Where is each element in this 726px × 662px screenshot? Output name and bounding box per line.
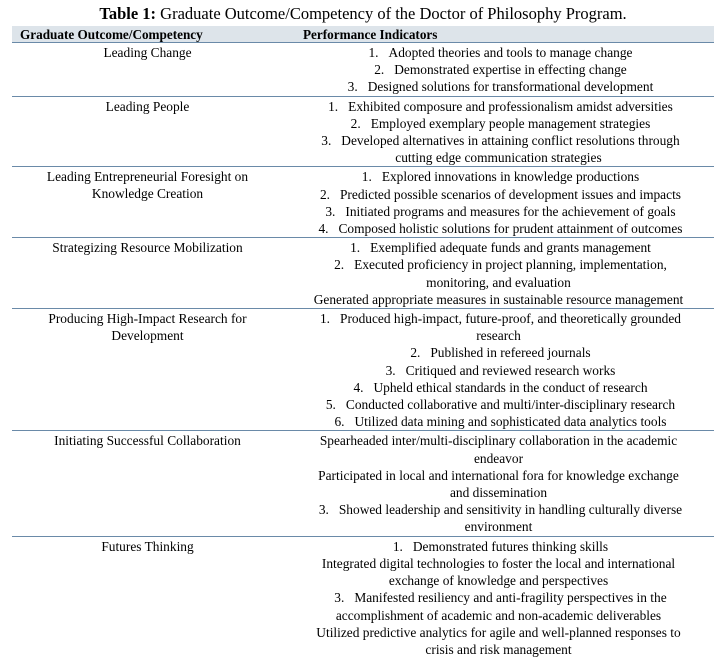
indicator-text: Upheld ethical standards in the conduct of research xyxy=(373,379,648,395)
indicator-number: 2. xyxy=(319,186,330,202)
indicator-text: Predicted possible scenarios of development issues and impacts xyxy=(339,186,681,202)
indicator-number: 3. xyxy=(318,502,329,518)
indicator-number: 3. xyxy=(334,590,345,606)
indicator-text: Produced high-impact, future-proof, and theoretically grounded xyxy=(340,311,681,327)
indicator-text: Designed solutions for transformational development xyxy=(367,79,654,95)
indicator-text: Demonstrated expertise in effecting change xyxy=(394,62,627,78)
indicator-line xyxy=(283,538,714,555)
indicator-text: Published in refereed journals xyxy=(430,345,591,361)
table-row xyxy=(12,431,714,536)
indicator-number: 1. xyxy=(392,538,403,554)
indicator-line xyxy=(283,220,714,237)
indicator-number: 1. xyxy=(368,45,379,60)
indicator-text: Explored innovations in knowledge productions xyxy=(381,169,640,185)
indicator-number: 3. xyxy=(321,133,332,149)
table-row xyxy=(12,167,714,238)
indicator-text: Demonstrated futures thinking skills xyxy=(412,538,609,554)
indicator-text: Initiated programs and measures for the achievement of goals xyxy=(345,203,676,219)
indicator-text: Composed holistic solutions for prudent attainment of outcomes xyxy=(338,221,683,237)
indicator-number: 3. xyxy=(347,79,358,95)
indicator-line xyxy=(283,501,714,518)
indicator-line xyxy=(283,467,714,484)
indicator-line xyxy=(283,362,714,379)
indicators-cell xyxy=(283,43,714,97)
indicator-line xyxy=(283,641,714,658)
indicator-line xyxy=(283,555,714,572)
indicator-text: Spearheaded inter/multi-disciplinary collaboration in the academic xyxy=(319,433,678,449)
indicator-line xyxy=(283,450,714,467)
competency-cell: Producing High-Impact Research for Development xyxy=(12,309,283,431)
indicator-text: Generated appropriate measures in sustainable resource management xyxy=(313,291,684,307)
indicator-text: endeavor xyxy=(473,450,524,466)
indicator-text: Participated in local and international fora for knowledge exchange xyxy=(318,467,679,483)
table-row xyxy=(12,96,714,167)
indicator-text: Integrated digital technologies to foster the local and international xyxy=(321,555,676,571)
indicator-number: 4. xyxy=(353,379,364,395)
indicator-line xyxy=(283,149,714,166)
indicator-number: 2. xyxy=(334,257,345,273)
indicator-line xyxy=(283,344,714,361)
indicator-number: 5. xyxy=(325,397,336,413)
indicator-text: Employed exemplary people management strategies xyxy=(370,115,651,131)
indicator-line xyxy=(283,310,714,327)
caption-label: Table 1: xyxy=(99,4,157,23)
indicator-number: 1. xyxy=(319,311,330,327)
indicator-line xyxy=(283,132,714,149)
header-row xyxy=(12,26,714,43)
table-row xyxy=(12,309,714,431)
indicator-line xyxy=(283,624,714,641)
indicator-number: 1. xyxy=(328,98,339,114)
indicator-text: Exhibited composure and professionalism amidst adversities xyxy=(348,98,673,114)
indicators-cell xyxy=(283,536,714,662)
indicator-text: crisis and risk management xyxy=(425,641,572,657)
indicator-text: and dissemination xyxy=(449,485,548,501)
indicator-number: 2. xyxy=(410,345,421,361)
indicator-text: accomplishment of academic and non-academic deliverables xyxy=(335,607,662,623)
indicator-line xyxy=(283,256,714,273)
indicators-cell xyxy=(283,96,714,167)
indicator-text: exchange of knowledge and perspectives xyxy=(388,573,609,589)
indicators-cell xyxy=(283,238,714,309)
indicator-text: Critiqued and reviewed research works xyxy=(405,362,616,378)
indicator-line xyxy=(283,379,714,396)
indicator-text: Executed proficiency in project planning, implementation, xyxy=(354,257,667,273)
indicator-line xyxy=(283,327,714,344)
indicator-text: cutting edge communication strategies xyxy=(395,150,602,166)
indicator-line xyxy=(283,98,714,115)
indicator-text: Manifested resiliency and anti-fragility perspectives in the xyxy=(354,590,667,606)
indicator-text: Showed leadership and sensitivity in handling culturally diverse xyxy=(338,502,683,518)
table-caption xyxy=(0,5,726,23)
competency-cell: Leading People xyxy=(12,96,283,167)
indicator-number: 4. xyxy=(318,221,329,237)
indicators-cell xyxy=(283,309,714,431)
indicator-line xyxy=(283,518,714,535)
competency-table xyxy=(12,26,714,662)
indicators-cell xyxy=(283,431,714,536)
indicator-number: 2. xyxy=(350,115,361,131)
indicator-line xyxy=(283,115,714,132)
indicator-text: Utilized data mining and sophisticated data analytics tools xyxy=(354,414,667,430)
indicator-line xyxy=(283,413,714,430)
competency-cell: Leading Entrepreneurial Foresight on Knowledge Creation xyxy=(12,167,283,238)
indicator-line xyxy=(283,78,714,95)
competency-cell: Initiating Successful Collaboration xyxy=(12,431,283,536)
indicator-number: 6. xyxy=(334,414,345,430)
indicator-number: 2. xyxy=(374,62,385,78)
indicator-number: 3. xyxy=(385,362,396,378)
indicator-number: 1. xyxy=(361,169,372,185)
indicator-line xyxy=(283,291,714,308)
competency-cell: Strategizing Resource Mobilization xyxy=(12,238,283,309)
indicator-line xyxy=(283,203,714,220)
indicator-line xyxy=(283,589,714,606)
competency-cell: Leading Change xyxy=(12,43,283,97)
indicator-number: 1. xyxy=(350,240,361,256)
header-indicators: Performance Indicators xyxy=(283,26,714,43)
indicator-text: environment xyxy=(464,519,533,535)
indicator-text: Exemplified adequate funds and grants management xyxy=(370,240,651,256)
table-row xyxy=(12,43,714,97)
indicator-text: monitoring, and evaluation xyxy=(426,274,571,290)
indicator-line xyxy=(283,432,714,449)
indicator-text: Conducted collaborative and multi/inter-disciplinary research xyxy=(345,397,676,413)
indicator-line xyxy=(283,168,714,185)
indicator-number: 3. xyxy=(325,203,336,219)
table-row xyxy=(12,536,714,662)
indicator-line xyxy=(283,239,714,256)
indicator-line xyxy=(283,44,714,61)
indicator-text: Developed alternatives in attaining conflict resolutions through xyxy=(341,133,680,149)
indicators-cell xyxy=(283,167,714,238)
header-competency: Graduate Outcome/Competency xyxy=(12,26,283,43)
indicator-line xyxy=(283,607,714,624)
indicator-line xyxy=(283,484,714,501)
indicator-text: research xyxy=(476,328,521,344)
indicator-line xyxy=(283,396,714,413)
indicator-text: Adopted theories and tools to manage change xyxy=(388,45,633,60)
caption-text: Graduate Outcome/Competency of the Doctor of Philosophy Program. xyxy=(160,4,627,23)
table-row xyxy=(12,238,714,309)
indicator-line xyxy=(283,572,714,589)
competency-cell: Futures Thinking xyxy=(101,538,194,554)
indicator-line xyxy=(283,61,714,78)
indicator-text: Utilized predictive analytics for agile and well-planned responses to xyxy=(316,624,681,640)
indicator-line xyxy=(283,186,714,203)
indicator-line xyxy=(283,274,714,291)
